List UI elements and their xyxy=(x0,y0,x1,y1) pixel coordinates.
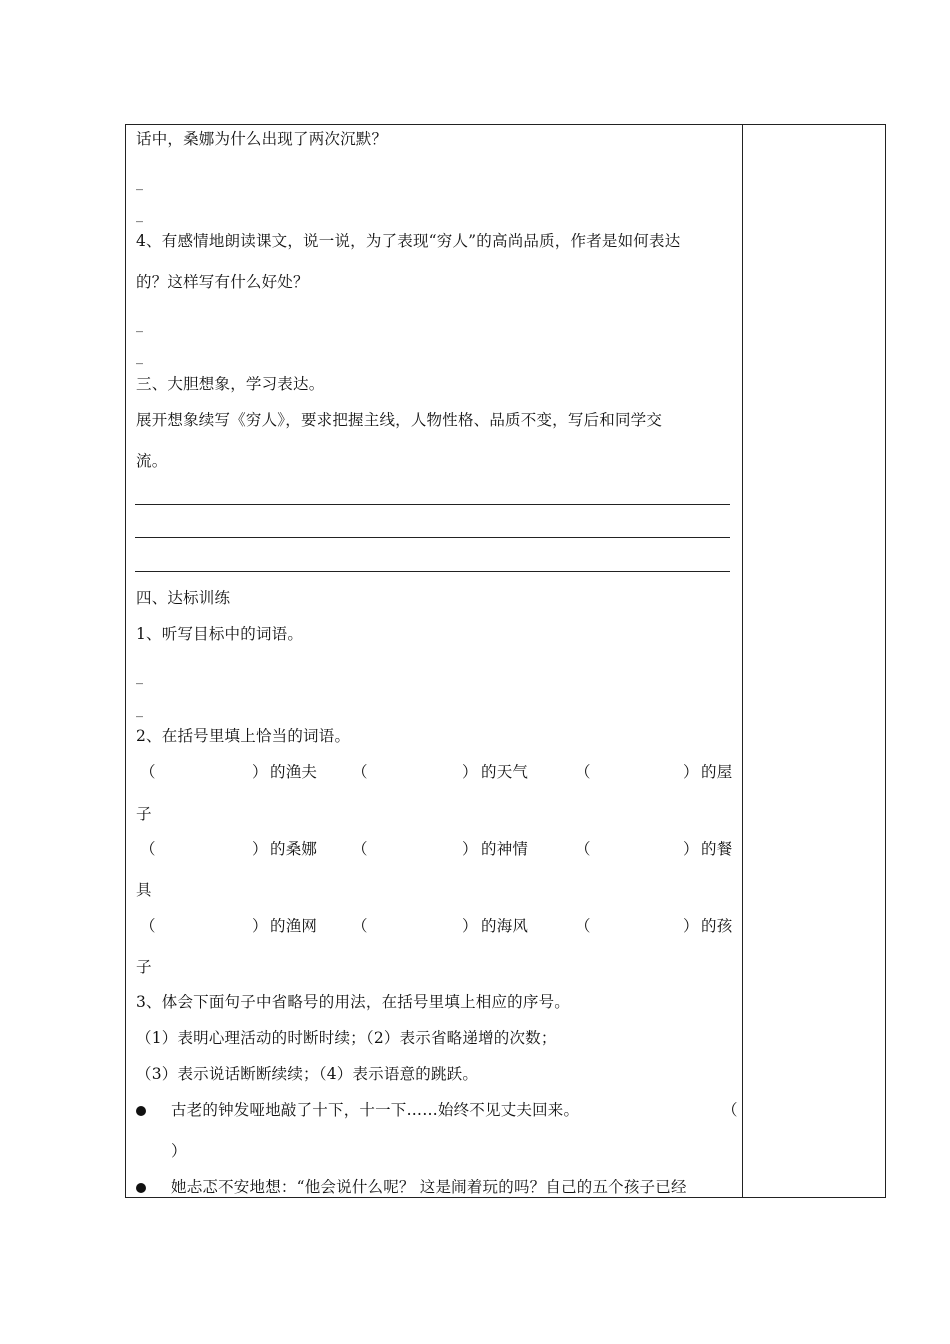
fill-item: 的渔夫 xyxy=(270,763,318,781)
usage-line-1: （1）表明心理活动的时断时续；（2）表示省略递增的次数； xyxy=(136,1029,557,1047)
fill-item: 的屋 xyxy=(701,763,733,781)
usage-line-2: （3）表示说话断断续续；（4）表示语意的跳跃。 xyxy=(136,1065,479,1083)
fill-item: 的桑娜 xyxy=(270,840,318,858)
fill-item: 的神情 xyxy=(481,840,529,858)
fill-item: 的餐 xyxy=(701,840,733,858)
fill-item: 的天气 xyxy=(481,763,529,781)
open-paren: （ xyxy=(575,840,591,858)
bullet-sentence-2: 她忐忑不安地想：“他会说什么呢？ 这是闹着玩的吗？自己的五个孩子已经 xyxy=(171,1178,687,1196)
column-divider xyxy=(742,124,743,1198)
item-3: 3、体会下面句子中省略号的用法，在括号里填上相应的序号。 xyxy=(136,993,570,1011)
open-paren: （ xyxy=(140,763,156,781)
question-text: 话中，桑娜为什么出现了两次沉默？ xyxy=(136,130,388,148)
section-3-title: 三、大胆想象，学习表达。 xyxy=(136,375,325,393)
fill-wrap: 子 xyxy=(136,805,152,823)
answer-blank[interactable]: _ xyxy=(136,207,143,223)
answer-blank[interactable]: _ xyxy=(136,702,143,718)
answer-paren-close: ） xyxy=(171,1142,187,1160)
writing-line[interactable] xyxy=(135,571,730,572)
question-4-line-2: 的？这样写有什么好处？ xyxy=(136,273,309,291)
answer-blank[interactable]: _ xyxy=(136,669,143,685)
close-paren: ） xyxy=(252,763,268,781)
open-paren: （ xyxy=(575,763,591,781)
bullet-icon xyxy=(136,1106,146,1116)
fill-wrap: 具 xyxy=(136,881,152,899)
bullet-sentence-1: 古老的钟发哑地敲了十下，十一下……始终不见丈夫回来。 xyxy=(171,1101,580,1119)
fill-wrap: 子 xyxy=(136,958,152,976)
answer-paren-open: （ xyxy=(722,1101,738,1119)
question-4-line-1: 4、有感情地朗读课文，说一说，为了表现“穷人”的高尚品质，作者是如何表达 xyxy=(136,232,681,250)
open-paren: （ xyxy=(352,840,368,858)
open-paren: （ xyxy=(352,763,368,781)
fill-item: 的孩 xyxy=(701,917,733,935)
writing-line[interactable] xyxy=(135,504,730,505)
open-paren: （ xyxy=(352,917,368,935)
fill-item: 的渔网 xyxy=(270,917,318,935)
writing-line[interactable] xyxy=(135,537,730,538)
section-3-line-2: 流。 xyxy=(136,452,168,470)
close-paren: ） xyxy=(252,840,268,858)
bullet-icon xyxy=(136,1183,146,1193)
section-3-line-1: 展开想象续写《穷人》，要求把握主线，人物性格、品质不变，写后和同学交 xyxy=(136,411,663,429)
item-1: 1、听写目标中的词语。 xyxy=(136,625,304,643)
close-paren: ） xyxy=(462,840,478,858)
close-paren: ） xyxy=(683,763,699,781)
item-2: 2、在括号里填上恰当的词语。 xyxy=(136,727,351,745)
open-paren: （ xyxy=(140,840,156,858)
fill-item: 的海风 xyxy=(481,917,529,935)
close-paren: ） xyxy=(462,917,478,935)
section-4-title: 四、达标训练 xyxy=(136,589,231,607)
close-paren: ） xyxy=(252,917,268,935)
close-paren: ） xyxy=(683,840,699,858)
answer-blank[interactable]: _ xyxy=(136,317,143,333)
answer-blank[interactable]: _ xyxy=(136,349,143,365)
open-paren: （ xyxy=(575,917,591,935)
open-paren: （ xyxy=(140,917,156,935)
answer-blank[interactable]: _ xyxy=(136,175,143,191)
close-paren: ） xyxy=(683,917,699,935)
close-paren: ） xyxy=(462,763,478,781)
